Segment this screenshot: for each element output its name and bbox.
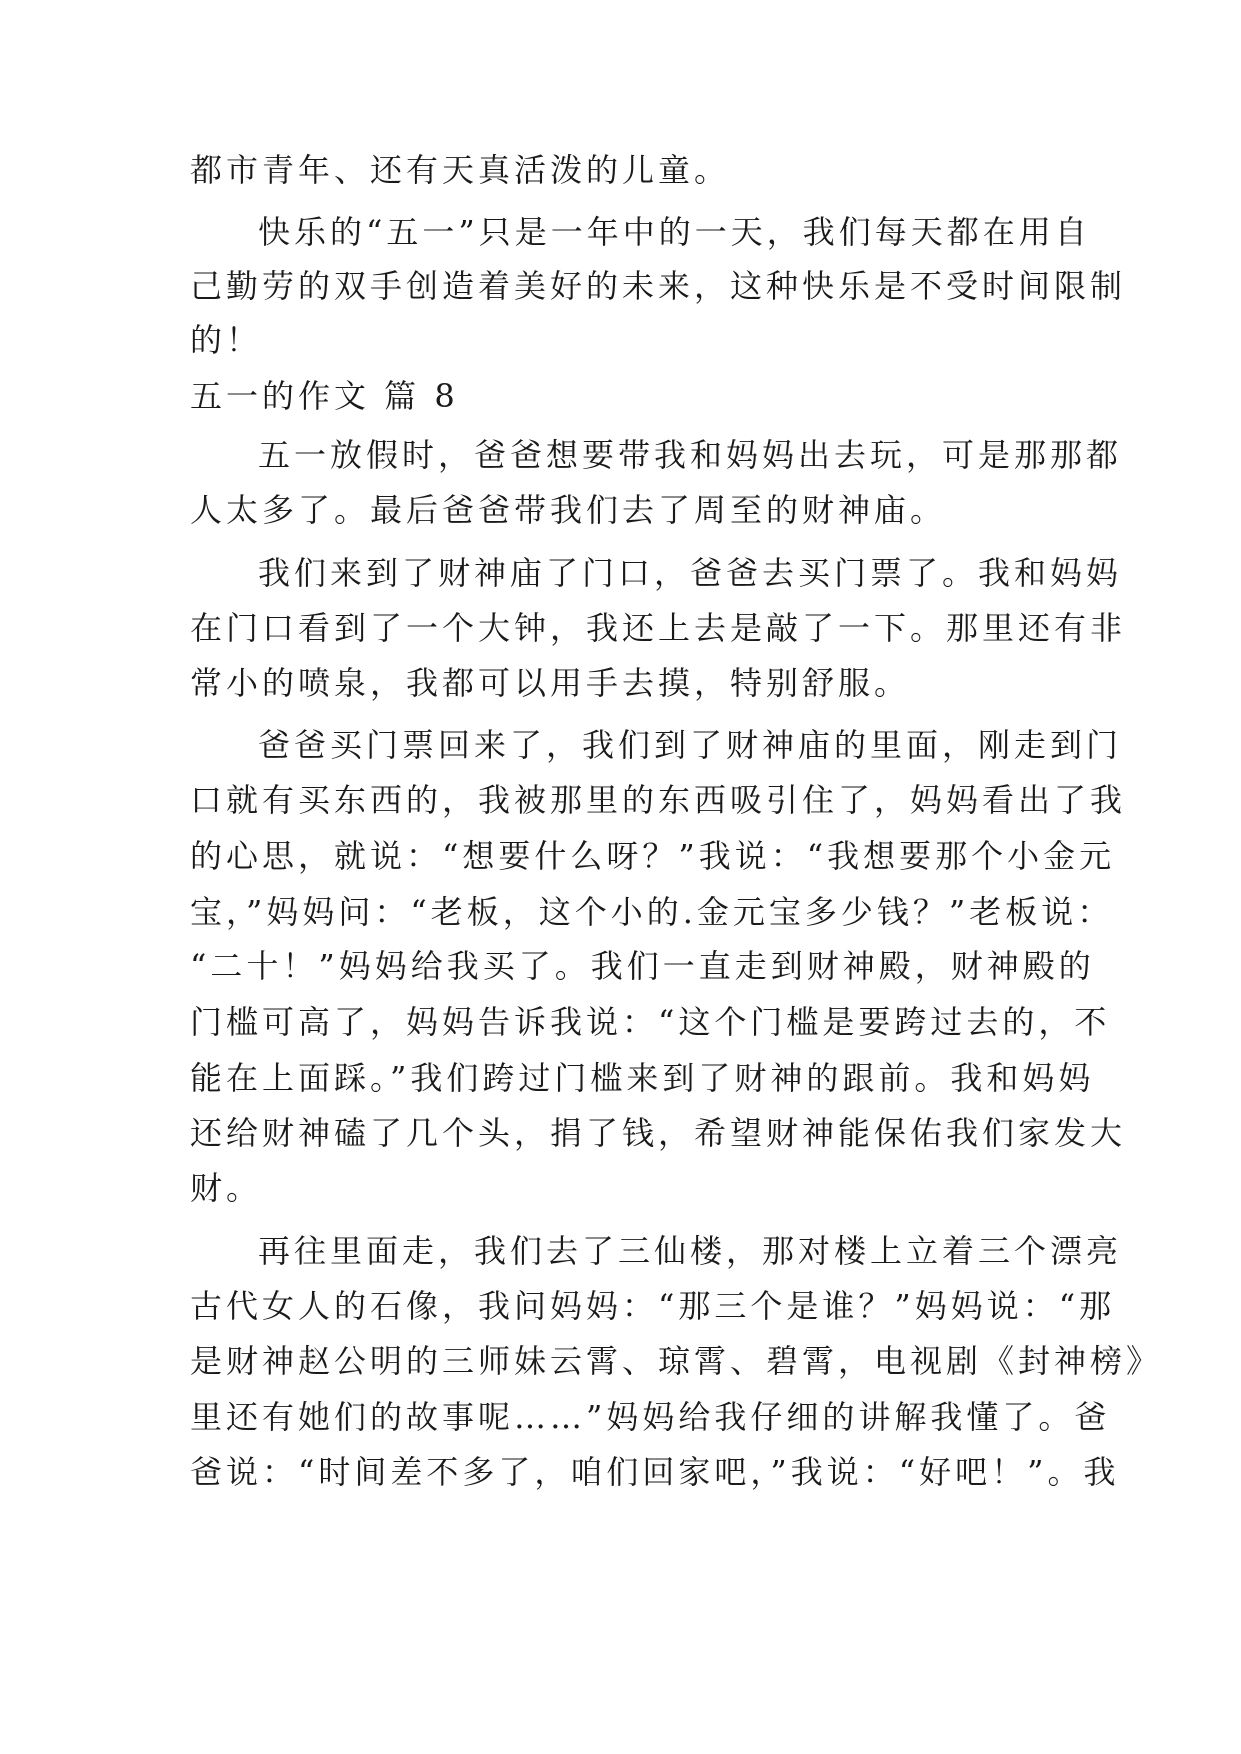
paragraph-line: 的心思，就说：“想要什么呀？”我说：“我想要那个小金元 <box>190 837 1116 875</box>
paragraph-line: 里还有她们的故事呢……”妈妈给我仔细的讲解我懂了。爸 <box>190 1398 1111 1436</box>
paragraph-line: 再往里面走，我们去了三仙楼，那对楼上立着三个漂亮 <box>258 1232 1123 1270</box>
section-heading: 五一的作文 篇 8 <box>190 377 459 415</box>
paragraph-line: 口就有买东西的，我被那里的东西吸引住了，妈妈看出了我 <box>190 781 1127 819</box>
paragraph-line: 爸爸买门票回来了，我们到了财神庙的里面，刚走到门 <box>258 726 1123 764</box>
paragraph-line: 古代女人的石像，我问妈妈：“那三个是谁？”妈妈说：“那 <box>190 1287 1116 1325</box>
paragraph-line: 快乐的“五一”只是一年中的一天，我们每天都在用自 <box>258 213 1091 251</box>
paragraph-line: 宝，”妈妈问：“老板，这个小的.金元宝多少钱？”老板说： <box>190 893 1114 931</box>
paragraph-line: 能在上面踩。”我们跨过门槛来到了财神的跟前。我和妈妈 <box>190 1059 1095 1097</box>
paragraph-line: 在门口看到了一个大钟，我还上去是敲了一下。那里还有非 <box>190 609 1127 647</box>
paragraph-line: 爸说：“时间差不多了，咱们回家吧，”我说：“好吧！”。我 <box>190 1453 1120 1491</box>
paragraph-line: 己勤劳的双手创造着美好的未来，这种快乐是不受时间限制 <box>190 267 1127 305</box>
paragraph-line: 还给财神磕了几个头，捐了钱，希望财神能保佑我们家发大 <box>190 1114 1127 1152</box>
paragraph-line: 财。 <box>190 1169 263 1207</box>
paragraph-line: 五一放假时，爸爸想要带我和妈妈出去玩，可是那那都 <box>258 436 1123 474</box>
paragraph-line: 是财神赵公明的三师妹云霄、琼霄、碧霄，电视剧《封神榜》 <box>190 1342 1163 1380</box>
paragraph-line: 人太多了。最后爸爸带我们去了周至的财神庙。 <box>190 491 947 529</box>
paragraph-line: 常小的喷泉，我都可以用手去摸，特别舒服。 <box>190 664 911 702</box>
paragraph-line: 都市青年、还有天真活泼的儿童。 <box>190 151 731 189</box>
paragraph-line: 的！ <box>190 321 263 359</box>
paragraph-line: 门槛可高了，妈妈告诉我说：“这个门槛是要跨过去的，不 <box>190 1003 1111 1041</box>
paragraph-line: “二十！”妈妈给我买了。我们一直走到财神殿，财神殿的 <box>190 947 1095 985</box>
paragraph-line: 我们来到了财神庙了门口，爸爸去买门票了。我和妈妈 <box>258 554 1123 592</box>
